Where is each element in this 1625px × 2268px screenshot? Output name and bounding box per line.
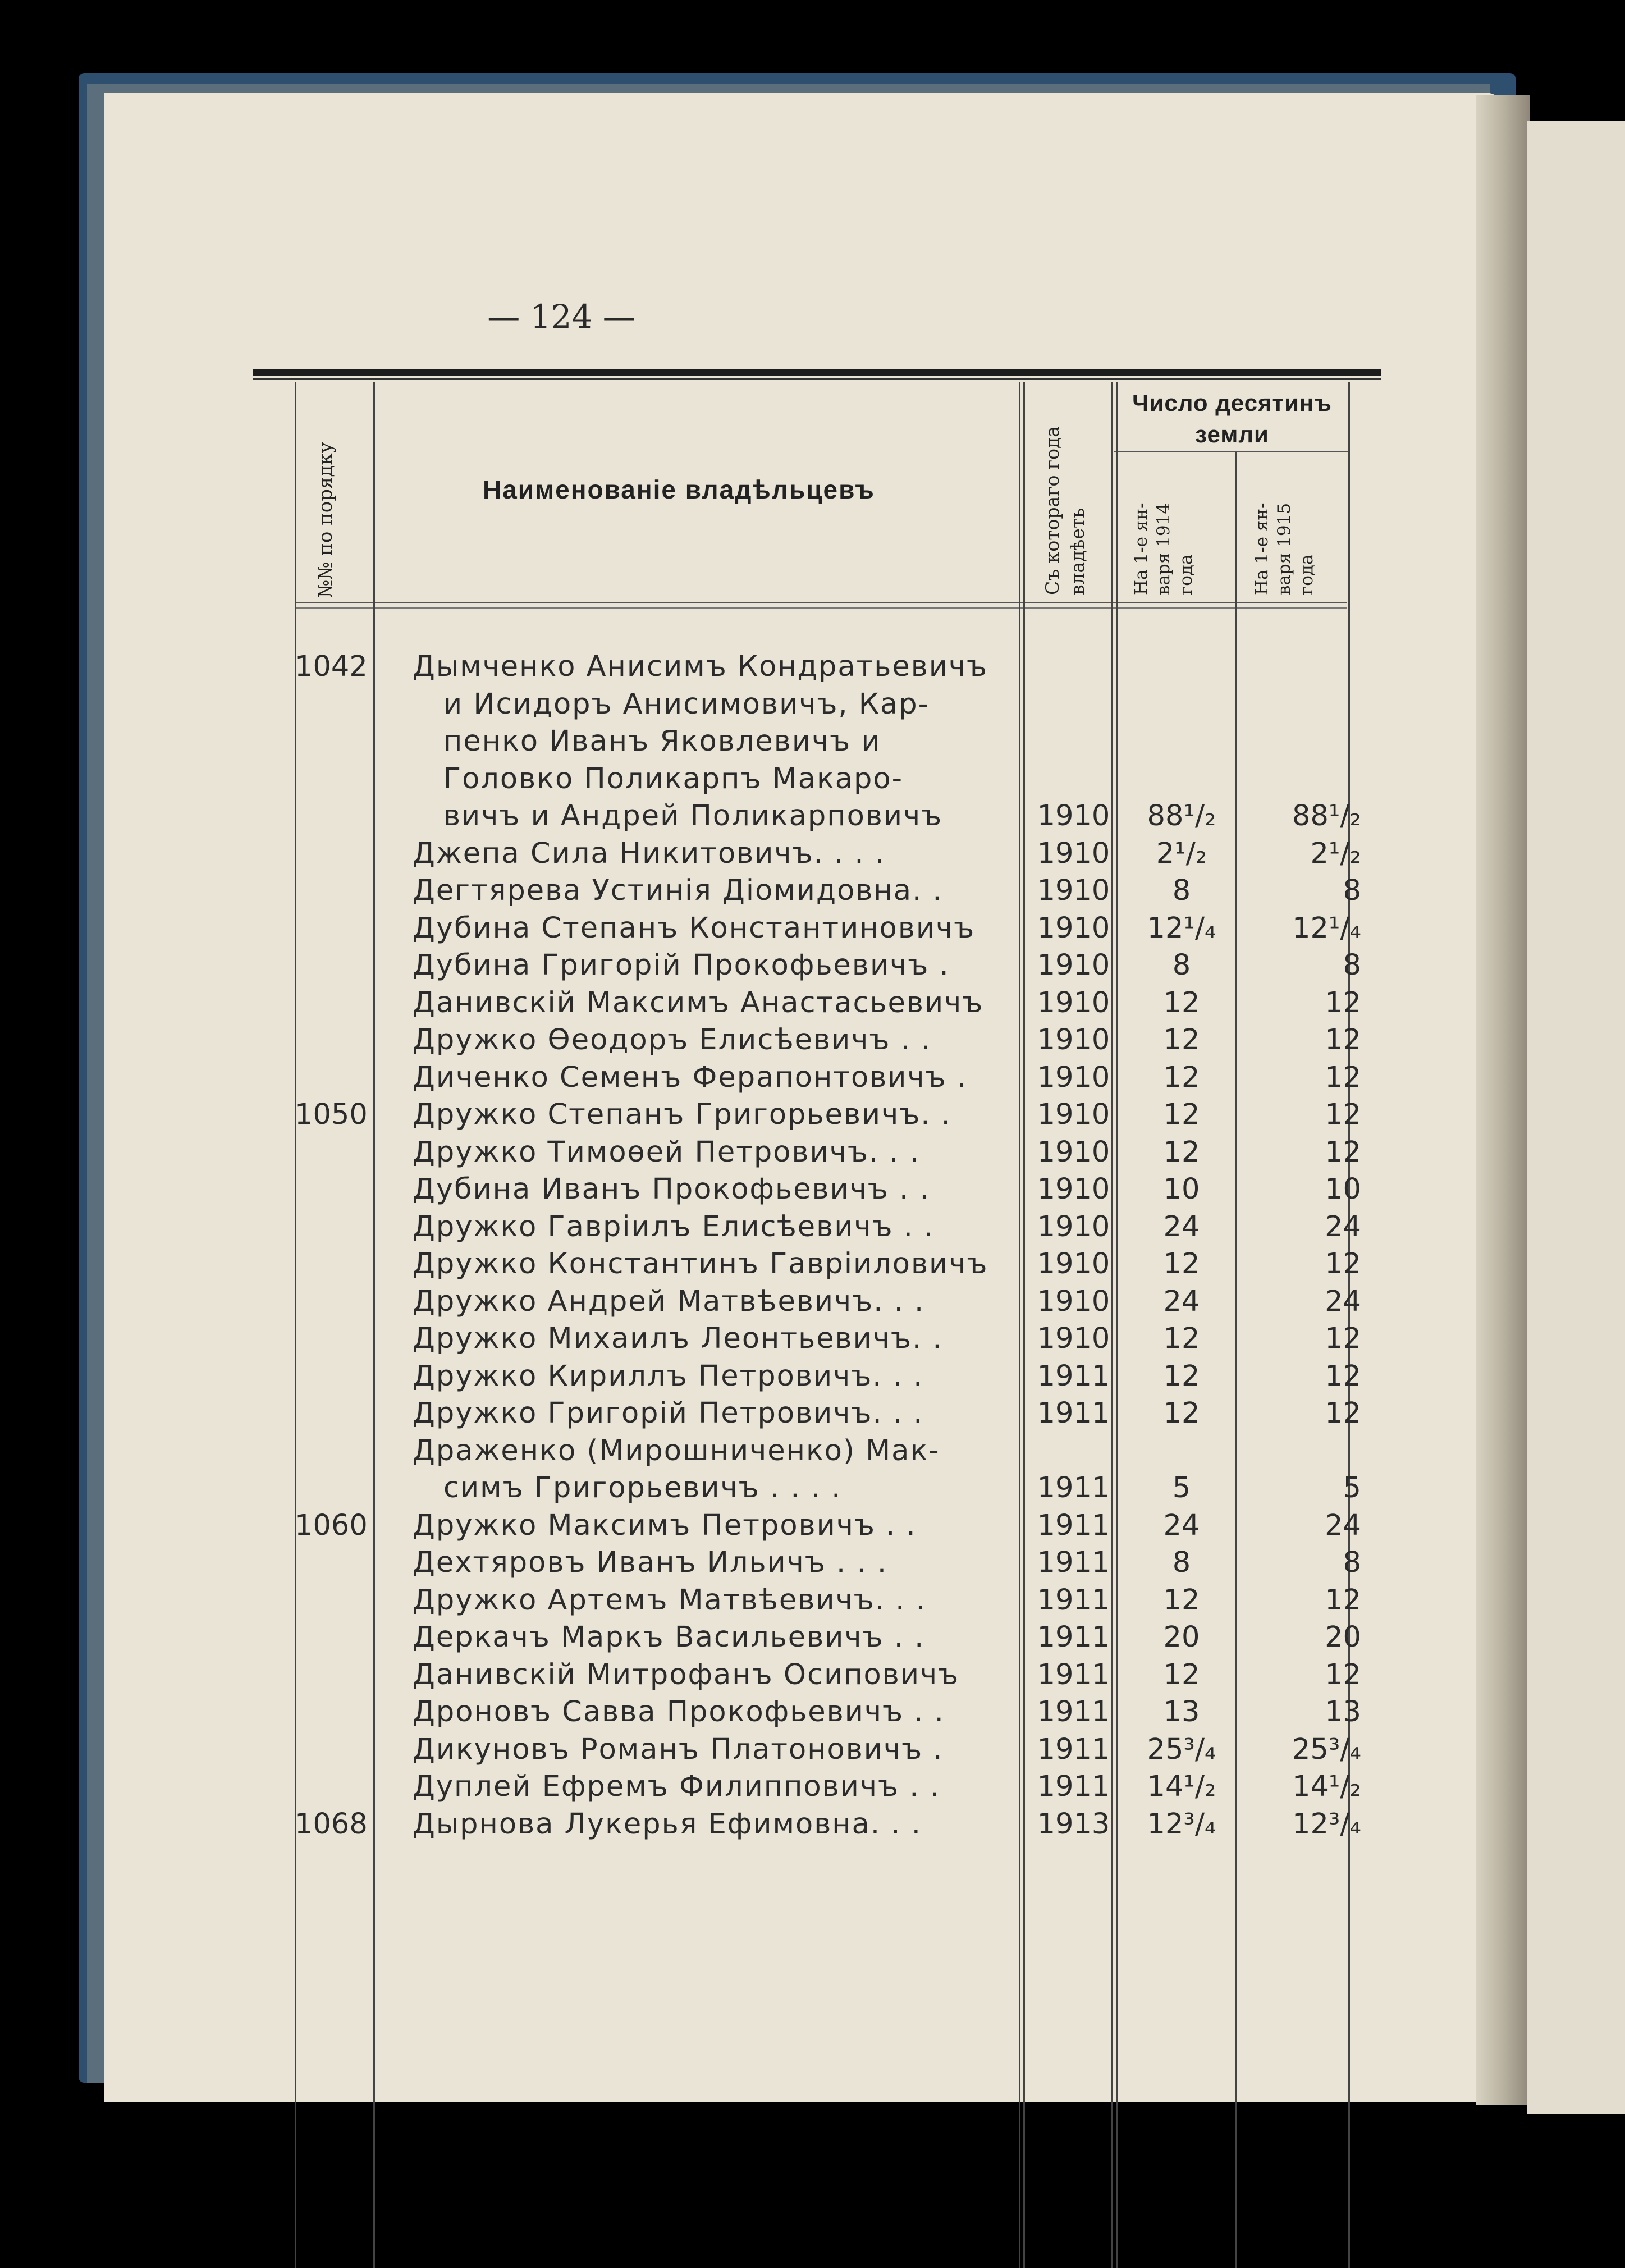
- row-desyatin-1915: 8: [1343, 1546, 1361, 1579]
- row-year: 1911: [1037, 1621, 1110, 1654]
- col-line-name-1: [1019, 382, 1020, 2268]
- row-desyatin-1915: 88¹/₂: [1292, 799, 1361, 833]
- row-owner-name: Дубина Степанъ Константиновичъ: [413, 911, 976, 945]
- row-desyatin-1915: 24: [1325, 1210, 1361, 1243]
- row-owner-name: Дегтярева Устинія Діомидовна. .: [413, 874, 943, 907]
- row-desyatin-1914: 12: [1163, 1359, 1200, 1393]
- row-year: 1911: [1037, 1471, 1110, 1505]
- header-num: №№ по порядку: [314, 442, 337, 598]
- header-1914-line1: На 1-е ян-: [1131, 502, 1151, 595]
- row-number: 1060: [295, 1508, 368, 1542]
- row-owner-name: Диченко Семенъ Ферапонтовичъ .: [413, 1060, 967, 1094]
- row-owner-name: Джепа Сила Никитовичъ. . . .: [413, 836, 885, 870]
- row-owner-name: Данивскій Максимъ Анастасьевичъ: [413, 986, 984, 1019]
- row-desyatin-1914: 12¹/₄: [1147, 911, 1216, 945]
- row-year: 1910: [1037, 836, 1110, 870]
- row-owner-name: Дроновъ Савва Прокофьевичъ . .: [413, 1695, 945, 1729]
- row-desyatin-1915: 12¹/₄: [1292, 911, 1361, 945]
- row-desyatin-1915: 12: [1325, 1135, 1361, 1169]
- row-year: 1911: [1037, 1658, 1110, 1691]
- row-desyatin-1914: 12: [1163, 1322, 1200, 1355]
- row-desyatin-1914: 8: [1172, 1546, 1191, 1579]
- row-desyatin-1915: 24: [1325, 1508, 1361, 1542]
- row-desyatin-1915: 12: [1325, 1397, 1361, 1430]
- row-desyatin-1914: 12: [1163, 1060, 1200, 1094]
- row-owner-name: Дикуновъ Романъ Платоновичъ .: [413, 1732, 944, 1766]
- row-owner-name: Дружко Ѳеодоръ Елисѣевичъ . .: [413, 1023, 932, 1057]
- row-owner-name: Дружко Тимоѳей Петровичъ. . .: [413, 1135, 920, 1169]
- row-year: 1910: [1037, 799, 1110, 833]
- row-desyatin-1915: 20: [1325, 1621, 1361, 1654]
- row-year: 1910: [1037, 1173, 1110, 1206]
- row-desyatin-1914: 25³/₄: [1147, 1732, 1216, 1766]
- row-desyatin-1914: 24: [1163, 1210, 1200, 1243]
- row-year: 1910: [1037, 1135, 1110, 1169]
- row-year: 1910: [1037, 1284, 1110, 1318]
- row-owner-name: симъ Григорьевичъ . . . .: [443, 1471, 842, 1505]
- row-desyatin-1915: 24: [1325, 1284, 1361, 1318]
- header-bottom-rule: [295, 602, 1347, 603]
- row-year: 1910: [1037, 1060, 1110, 1094]
- row-owner-name: Драженко (Мирошниченко) Мак-: [413, 1434, 940, 1467]
- row-owner-name: Данивскій Митрофанъ Осиповичъ: [413, 1658, 960, 1691]
- row-owner-name: Дружко Гавріилъ Елисѣевичъ . .: [413, 1210, 935, 1243]
- table-top-rule-thin: [253, 378, 1381, 380]
- header-1914-line3: года: [1176, 554, 1196, 595]
- row-desyatin-1914: 8: [1172, 949, 1191, 982]
- row-desyatin-1914: 14¹/₂: [1147, 1770, 1216, 1803]
- row-year: 1913: [1037, 1807, 1110, 1841]
- header-bottom-rule-2: [295, 607, 1347, 609]
- row-owner-name: Головко Поликарпъ Макаро-: [443, 762, 903, 795]
- col-line-name-2: [1023, 382, 1025, 2268]
- row-year: 1911: [1037, 1583, 1110, 1617]
- row-owner-name: Дружко Степанъ Григорьевичъ. .: [413, 1098, 951, 1131]
- row-desyatin-1914: 20: [1163, 1621, 1200, 1654]
- row-desyatin-1914: 12: [1163, 1247, 1200, 1281]
- row-owner-name: Дружко Михаилъ Леонтьевичъ. .: [413, 1322, 943, 1355]
- row-owner-name: Дружко Максимъ Петровичъ . .: [413, 1508, 917, 1542]
- row-desyatin-1915: 12: [1325, 986, 1361, 1019]
- row-desyatin-1915: 12: [1325, 1098, 1361, 1131]
- row-desyatin-1915: 12: [1325, 1060, 1361, 1094]
- row-desyatin-1915: 12: [1325, 1359, 1361, 1393]
- row-desyatin-1915: 2¹/₂: [1310, 836, 1361, 870]
- header-1915-line1: На 1-е ян-: [1252, 502, 1272, 595]
- row-desyatin-1914: 24: [1163, 1284, 1200, 1318]
- header-group-line1: Число десятинъ: [1132, 390, 1332, 416]
- row-owner-name: Дружко Андрей Матвѣевичъ. . .: [413, 1284, 925, 1318]
- row-desyatin-1915: 12: [1325, 1322, 1361, 1355]
- row-desyatin-1914: 12: [1163, 1023, 1200, 1057]
- row-owner-name: Дружко Артемъ Матвѣевичъ. . .: [413, 1583, 926, 1617]
- row-owner-name: Дубина Иванъ Прокофьевичъ . .: [413, 1173, 930, 1206]
- row-desyatin-1914: 12: [1163, 986, 1200, 1019]
- row-year: 1910: [1037, 1210, 1110, 1243]
- right-page: [1527, 121, 1625, 2114]
- row-year: 1911: [1037, 1695, 1110, 1729]
- row-owner-name: Деркачъ Маркъ Васильевичъ . .: [413, 1621, 925, 1654]
- row-desyatin-1915: 12: [1325, 1247, 1361, 1281]
- row-desyatin-1915: 8: [1343, 949, 1361, 982]
- row-number: 1042: [295, 650, 368, 683]
- row-year: 1911: [1037, 1397, 1110, 1430]
- row-desyatin-1915: 12³/₄: [1292, 1807, 1361, 1841]
- row-year: 1910: [1037, 874, 1110, 907]
- row-desyatin-1914: 12: [1163, 1658, 1200, 1691]
- row-owner-name: Дружко Кириллъ Петровичъ. . .: [413, 1359, 924, 1393]
- row-desyatin-1914: 12: [1163, 1098, 1200, 1131]
- row-desyatin-1915: 10: [1325, 1173, 1361, 1206]
- book-gutter: [1476, 95, 1530, 2105]
- row-year: 1911: [1037, 1508, 1110, 1542]
- row-desyatin-1915: 12: [1325, 1658, 1361, 1691]
- row-year: 1910: [1037, 911, 1110, 945]
- row-number: 1050: [295, 1098, 368, 1131]
- row-desyatin-1914: 5: [1172, 1471, 1191, 1505]
- row-owner-name: Дуплей Ефремъ Филипповичъ . .: [413, 1770, 940, 1803]
- row-desyatin-1914: 10: [1163, 1173, 1200, 1206]
- row-owner-name: Дымченко Анисимъ Кондратьевичъ: [413, 650, 988, 683]
- row-owner-name: Дружко Константинъ Гавріиловичъ: [413, 1247, 988, 1281]
- row-year: 1911: [1037, 1546, 1110, 1579]
- page-number: — 124 —: [487, 298, 635, 336]
- row-desyatin-1914: 8: [1172, 874, 1191, 907]
- row-owner-name: Дубина Григорій Прокофьевичъ .: [413, 949, 950, 982]
- header-1915-line3: года: [1297, 554, 1317, 595]
- header-group: [1114, 387, 1350, 450]
- row-year: 1910: [1037, 1023, 1110, 1057]
- row-year: 1910: [1037, 949, 1110, 982]
- row-desyatin-1914: 12: [1163, 1397, 1200, 1430]
- row-desyatin-1914: 2¹/₂: [1156, 836, 1207, 870]
- group-header-rule: [1114, 451, 1350, 452]
- row-owner-name: пенко Иванъ Яковлевичъ и: [443, 725, 881, 758]
- header-1914-line2: варя 1914: [1153, 502, 1174, 595]
- row-desyatin-1914: 88¹/₂: [1147, 799, 1216, 833]
- row-year: 1911: [1037, 1770, 1110, 1803]
- row-owner-name: Дырнова Лукерья Ефимовна. . .: [413, 1807, 922, 1841]
- row-desyatin-1915: 14¹/₂: [1292, 1770, 1361, 1803]
- col-line-num: [373, 382, 375, 2268]
- row-desyatin-1914: 24: [1163, 1508, 1200, 1542]
- row-desyatin-1915: 8: [1343, 874, 1361, 907]
- row-desyatin-1915: 13: [1325, 1695, 1361, 1729]
- header-year-line2: владѣеть: [1066, 507, 1088, 595]
- header-1915-line2: варя 1915: [1274, 502, 1294, 595]
- row-year: 1911: [1037, 1359, 1110, 1393]
- row-desyatin-1915: 12: [1325, 1583, 1361, 1617]
- table-top-rule: [253, 369, 1381, 376]
- row-owner-name: и Исидоръ Анисимовичъ, Кар-: [443, 687, 930, 721]
- header-year-line1: Съ котораго года: [1041, 426, 1063, 595]
- header-name: Наименованіе владѣльцевъ: [483, 475, 875, 504]
- row-number: 1068: [295, 1807, 368, 1841]
- row-desyatin-1914: 13: [1163, 1695, 1200, 1729]
- header-group-line2: земли: [1195, 421, 1269, 447]
- row-year: 1911: [1037, 1732, 1110, 1766]
- row-year: 1910: [1037, 986, 1110, 1019]
- row-owner-name: вичъ и Андрей Поликарповичъ: [443, 799, 943, 833]
- row-desyatin-1914: 12: [1163, 1135, 1200, 1169]
- row-desyatin-1914: 12: [1163, 1583, 1200, 1617]
- row-owner-name: Дехтяровъ Иванъ Ильичъ . . .: [413, 1546, 888, 1579]
- col-line-year-2: [1116, 382, 1118, 2268]
- row-desyatin-1915: 12: [1325, 1023, 1361, 1057]
- row-year: 1910: [1037, 1322, 1110, 1355]
- row-desyatin-1914: 12³/₄: [1147, 1807, 1216, 1841]
- row-year: 1910: [1037, 1247, 1110, 1281]
- row-desyatin-1915: 5: [1343, 1471, 1361, 1505]
- row-year: 1910: [1037, 1098, 1110, 1131]
- row-desyatin-1915: 25³/₄: [1292, 1732, 1361, 1766]
- row-owner-name: Дружко Григорій Петровичъ. . .: [413, 1397, 924, 1430]
